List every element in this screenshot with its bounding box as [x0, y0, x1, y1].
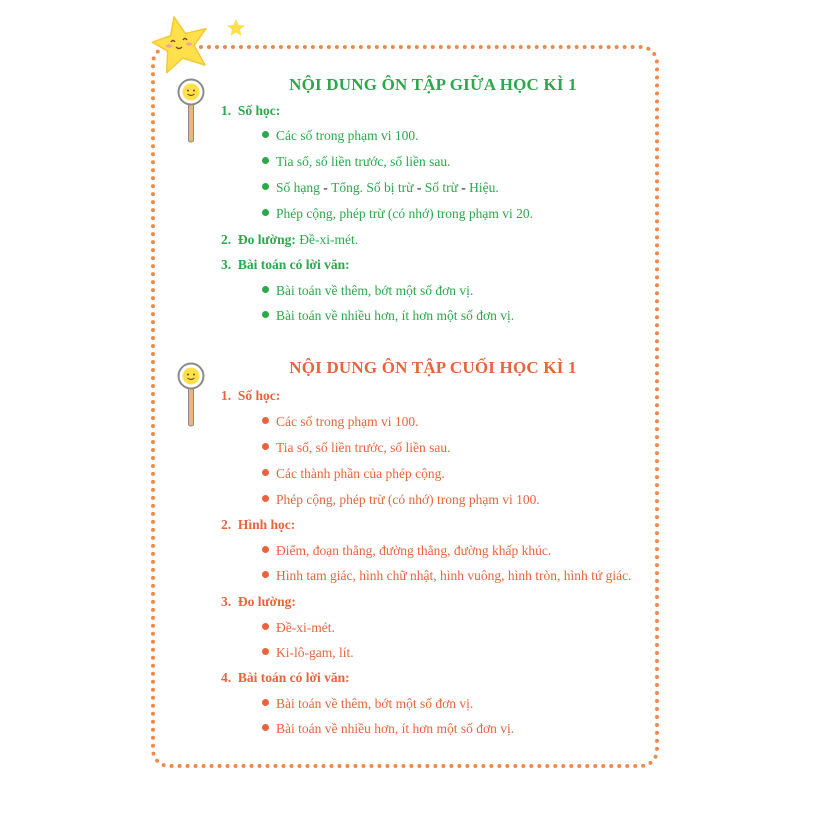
- item-label: Số học:: [237, 103, 281, 118]
- list-item: Các thành phần của phép cộng.: [262, 466, 445, 482]
- list-item: 3. Bài toán có lời văn:: [221, 257, 350, 272]
- list-item: 1. Số học:: [221, 388, 281, 403]
- list-item: 1. Số học:: [221, 103, 281, 118]
- list-item: Bài toán về nhiều hơn, ít hơn một số đơn vị.: [262, 308, 514, 324]
- list-item: Phép cộng, phép trừ (có nhớ) trong phạm vi 20.: [262, 206, 533, 222]
- list-item: Tia số, số liền trước, số liền sau.: [262, 440, 450, 456]
- list-item: Số hạng - Tổng. Số bị trừ - Số trừ - Hiệu.: [262, 180, 499, 196]
- star-icon: [150, 14, 216, 76]
- list-item: 2. Đo lường: Đề-xi-mét.: [221, 232, 359, 247]
- list-item: Tia số, số liền trước, số liền sau.: [262, 154, 450, 170]
- list-item: Ki-lô-gam, lít.: [262, 645, 354, 661]
- section-title-final: NỘI DUNG ÔN TẬP CUỐI HỌC KÌ 1: [289, 358, 577, 377]
- section-title-midterm: NỘI DUNG ÔN TẬP GIỮA HỌC KÌ 1: [289, 75, 577, 94]
- list-item: Bài toán về thêm, bớt một số đơn vị.: [262, 696, 473, 712]
- list-item: 4. Bài toán có lời văn:: [221, 670, 350, 685]
- list-item: Bài toán về thêm, bớt một số đơn vị.: [262, 283, 473, 299]
- list-item: Các số trong phạm vi 100.: [262, 128, 418, 144]
- list-item: 3. Đo lường:: [221, 594, 296, 609]
- list-item: Đề-xi-mét.: [262, 620, 335, 636]
- list-item: Phép cộng, phép trừ (có nhớ) trong phạm vi 100.: [262, 492, 540, 508]
- star-icon: [226, 18, 246, 38]
- list-item: Hình tam giác, hình chữ nhật, hình vuông, hình tròn, hình tứ giác.: [262, 568, 631, 584]
- list-item: Điểm, đoạn thẳng, đường thẳng, đường khấp khúc.: [262, 543, 551, 559]
- list-item: Các số trong phạm vi 100.: [262, 414, 418, 430]
- list-item: 2. Hình học:: [221, 517, 296, 532]
- list-item: Bài toán về nhiều hơn, ít hơn một số đơn vị.: [262, 721, 514, 737]
